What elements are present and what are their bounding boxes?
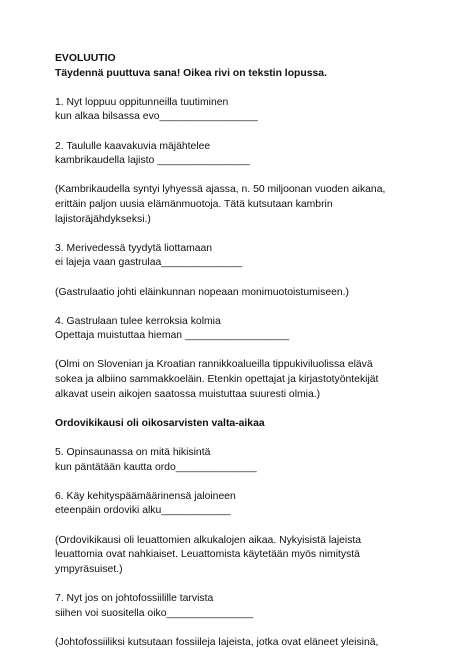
question-5-line-2: kun päntätään kautta ordo______________ [55, 461, 257, 473]
question-1-line-1: 1. Nyt loppuu oppitunneilla tuutiminen [55, 96, 229, 108]
note-kambri-line-1: (Kambrikaudella syntyi lyhyessä ajassa, n. 50 miljoonan vuoden aikana, [55, 184, 386, 196]
question-3-line-2: ei lajeja vaan gastrulaa______________ [55, 257, 243, 269]
question-3-line-1: 3. Merivedessä tyydytä liottamaan [55, 242, 213, 254]
note-olmi-line-2: sokea ja albiino sammakkoeläin. Etenkin opettajat ja kirjastotyöntekijät [55, 374, 379, 386]
question-6-line-2: eteenpäin ordoviki alku____________ [55, 505, 231, 517]
question-6-line-1: 6. Käy kehityspäämäärinensä jaloineen [55, 490, 236, 502]
note-kambri-line-2: erittäin paljon uusia elämänmuotoja. Tätä kutsutaan kambrin [55, 198, 333, 210]
question-2-line-2: kambrikaudella lajisto ________________ [55, 155, 250, 167]
question-2-line-1: 2. Taululle kaavakuvia mäjähtelee [55, 140, 211, 152]
note-olmi-line-1: (Olmi on Slovenian ja Kroatian rannikkoalueilla tippukiviluolissa elävä [55, 359, 373, 371]
section-heading: Ordovikikausi oli oikosarvisten valta-aikaa [55, 417, 265, 429]
worksheet-instruction: Täydennä puuttuva sana! Oikea rivi on tekstin lopussa. [55, 67, 327, 79]
question-4-line-1: 4. Gastrulaan tulee kerroksia kolmia [55, 315, 221, 327]
note-olmi-line-3: alkavat usein aikojen saatossa muistuttaa suuresti olmia.) [55, 388, 321, 400]
note-johtofossiili-line-1: (Johtofossiiliksi kutsutaan fossiileja lajeista, jotka ovat eläneet yleisinä, [55, 636, 379, 648]
note-leuattomat-line-3: ympyräsuiset.) [55, 563, 123, 575]
note-kambri-line-3: lajistoräjähdykseksi.) [55, 213, 151, 225]
note-leuattomat-line-2: leuattomia ovat nahkiaiset. Leuattomista käytetään myös nimitystä [55, 549, 360, 561]
question-1-line-2: kun alkaa bilsassa evo_________________ [55, 111, 258, 123]
note-gastrulaatio: (Gastrulaatio johti eläinkunnan nopeaan monimuotoistumiseen.) [55, 286, 349, 298]
note-leuattomat-line-1: (Ordovikikausi oli leuattomien alkukalojen aikaa. Nykyisistä lajeista [55, 534, 362, 546]
question-7-line-1: 7. Nyt jos on johtofossiilille tarvista [55, 592, 214, 604]
question-7-line-2: siihen voi suositella oiko_______________ [55, 607, 254, 619]
question-5-line-1: 5. Opinsaunassa on mitä hikisintä [55, 447, 211, 459]
question-4-line-2: Opettaja muistuttaa hieman __________________ [55, 330, 289, 342]
worksheet-title: EVOLUUTIO [55, 53, 116, 64]
